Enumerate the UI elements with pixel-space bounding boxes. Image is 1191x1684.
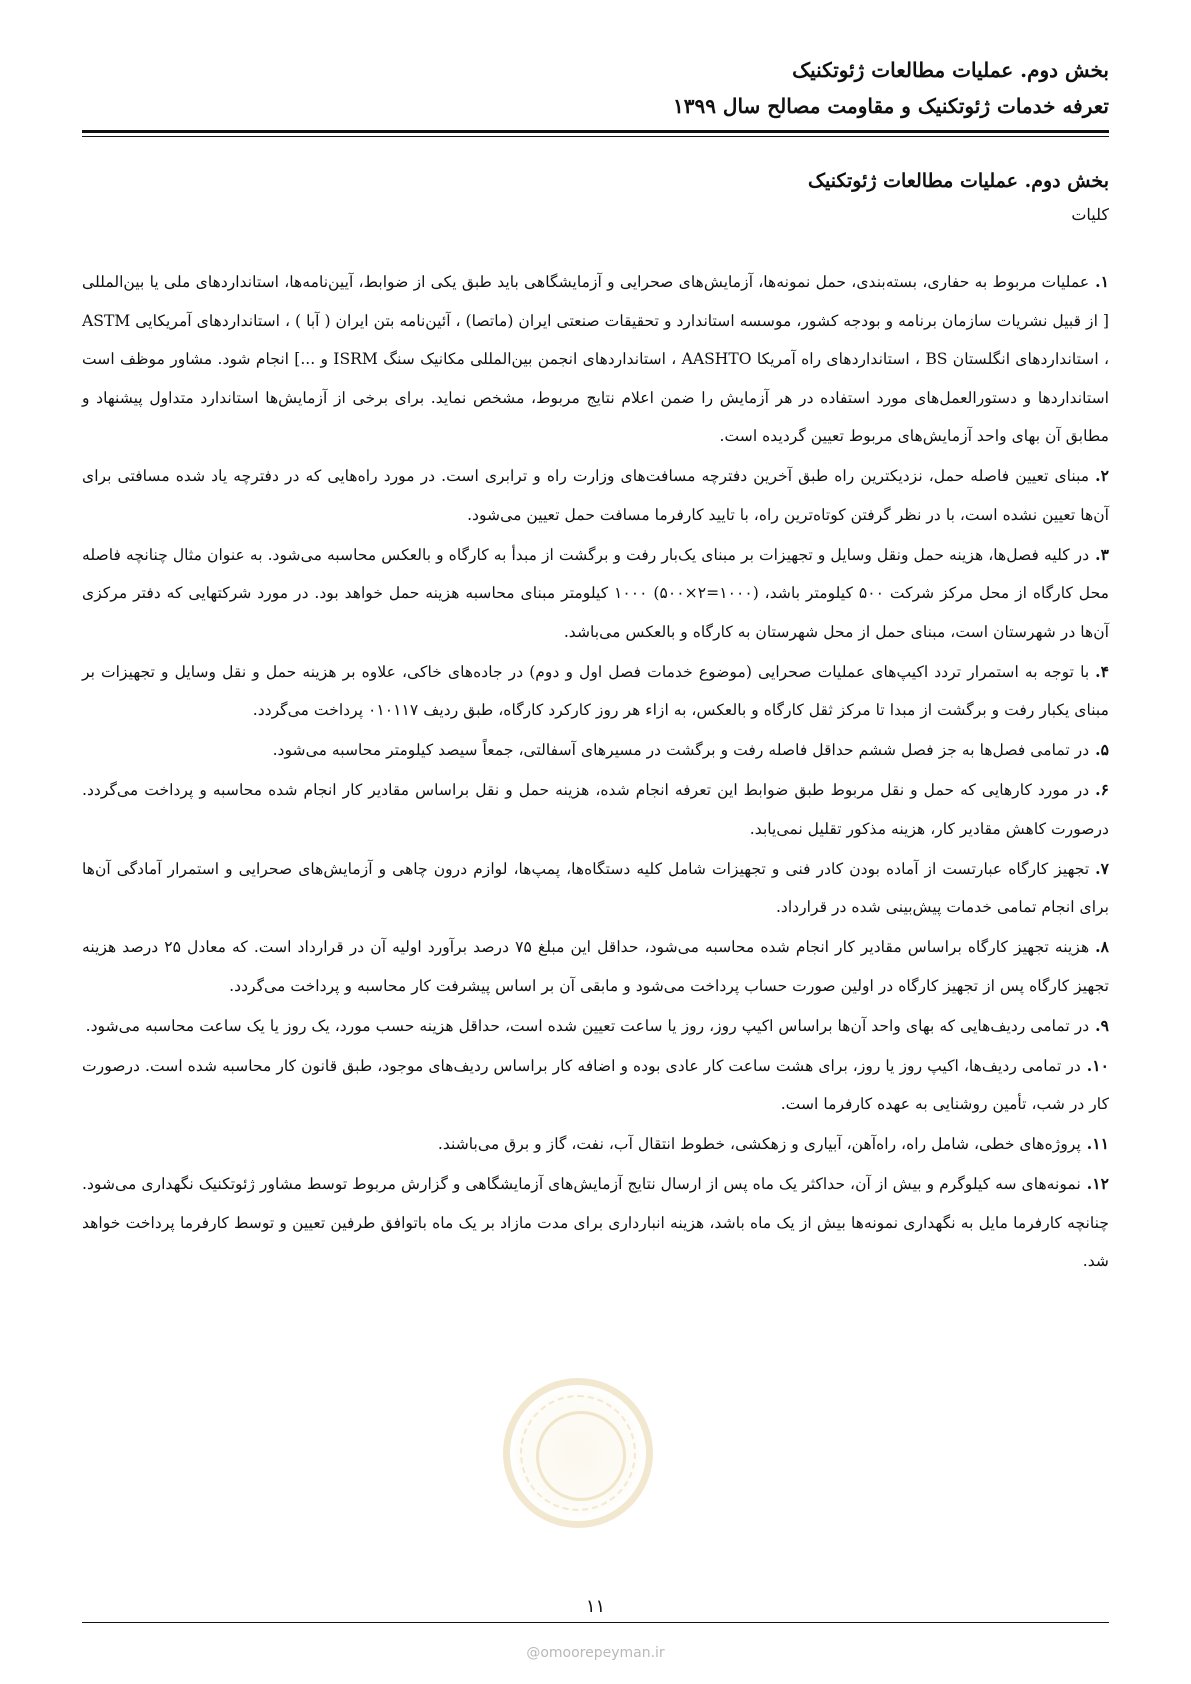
paragraph-1 <box>82 263 1109 456</box>
paragraph-number: ۹. <box>1095 1015 1109 1035</box>
paragraph-text: در تمامی فصل‌ها به جز فصل ششم حداقل فاصله رفت و برگشت در مسیرهای آسفالتی، جمعاً سیصد کیلومتر محاسبه می‌شود. <box>272 741 1090 759</box>
paragraph-10 <box>82 1047 1109 1124</box>
watermark-seal-icon <box>503 1378 653 1528</box>
page-number: ۱۱ <box>585 1596 606 1617</box>
paragraph-number: ۸. <box>1095 937 1109 956</box>
header-rule-thick <box>82 130 1109 133</box>
paragraph-number: ۵. <box>1095 740 1109 759</box>
paragraph-text: در مورد کارهایی که حمل و نقل مربوط طبق ضوابط این تعرفه انجام شده، هزینه حمل و نقل براساس مقادیر کار انجام شده محاسبه و پرداخت می‌گردد. درصورت کاهش مقادیر کار، هزینه مذکور تقلیل نمی‌یابد. <box>82 781 1109 838</box>
paragraph-3 <box>82 536 1109 652</box>
paragraph-number: ۶. <box>1095 780 1109 799</box>
paragraph-7 <box>82 850 1109 927</box>
header-chapter: بخش دوم. عملیات مطالعات ژئوتکنیک <box>792 58 1109 82</box>
paragraph-text: در تمامی ردیف‌هایی که بهای واحد آن‌ها براساس اکیپ روز، روز یا ساعت تعیین شده است، حداقل هزینه حسب مورد، یک روز یا یک ساعت محاسبه می‌شود. <box>85 1016 1090 1035</box>
paragraph-number: ۱۲. <box>1086 1174 1109 1193</box>
seal-emblem-icon <box>536 1411 626 1501</box>
header-rule-thin <box>82 136 1109 137</box>
paragraph-text: عملیات مربوط به حفاری، بسته‌بندی، حمل نمونه‌ها، آزمایش‌های صحرایی و آزمایشگاهی باید طبق یکی از ضوابط، آیین‌نامه‌ها، استانداردهای ملی یا بین‌المللی [ از قبیل نشریات سازمان برنامه و بودجه کشور، موسسه استاندارد و تحقیقات صنعتی ایران (ماتصا) ، آئین‌نامه بتن ایران ( آبا ) ، استانداردهای آمریکایی ASTM ، استانداردهای انگلستان BS ، استانداردهای راه آمریکا AASHTO ، استانداردهای انجمن بین‌المللی مکانیک سنگ ISRM و ...] انجام شود. مشاور موظف است استانداردها و دستورالعمل‌های مورد استفاده در هر آزمایش را ضمن اعلام نتایج مربوط، مشخص نماید. برای برخی از آزمایش‌ها استاندارد متداول پیشنهاد و مطابق آن بهای واحد آزمایش‌های مربوط تعیین گردیده است. <box>82 273 1109 445</box>
paragraph-12 <box>82 1165 1109 1281</box>
paragraph-text: با توجه به استمرار تردد اکیپ‌های عملیات صحرایی (موضوع خدمات فصل اول و دوم) در جاده‌های خاکی، علاوه بر هزینه حمل و نقل وسایل و تجهیزات بر مبنای یکبار رفت و برگشت از مبدا تا مرکز ثقل کارگاه و بالعکس، به ازاء هر روز کارکرد کارگاه، طبق ردیف ۰۱۰۱۱۷ پرداخت می‌گردد. <box>82 662 1109 719</box>
paragraph-6 <box>82 771 1109 848</box>
paragraph-text: پروژه‌های خطی، شامل راه، راه‌آهن، آبیاری و زهکشی، خطوط انتقال آب، نفت، گاز و برق می‌باشند. <box>437 1135 1081 1153</box>
section-title: بخش دوم. عملیات مطالعات ژئوتکنیک <box>808 170 1109 192</box>
paragraph-2 <box>82 457 1109 534</box>
paragraph-9 <box>82 1007 1109 1046</box>
footer-rule <box>82 1622 1109 1623</box>
paragraph-number: ۱۰. <box>1086 1055 1109 1075</box>
paragraph-number: ۳. <box>1095 544 1109 564</box>
section-subtitle: کلیات <box>1071 205 1109 224</box>
watermark-text: @omoorepeyman.ir <box>526 1645 665 1661</box>
paragraph-number: ۱. <box>1095 272 1109 291</box>
paragraph-text: هزینه تجهیز کارگاه براساس مقادیر کار انجام شده محاسبه می‌شود، حداقل این مبلغ ۷۵ درصد برآورد اولیه آن در قرارداد است. که معادل ۲۵ درصد هزینه تجهیز کارگاه پس از تجهیز کارگاه در اولین صورت حساب پرداخت می‌شود و مابقی آن بر اساس پیشرفت کار محاسبه و پرداخت می‌گردد. <box>82 938 1109 995</box>
paragraph-text: در تمامی ردیف‌ها، اکیپ روز یا روز، برای هشت ساعت کار عادی بوده و اضافه کار براساس ردیف‌های موجود، طبق قانون کار محاسبه شده است. درصورت کار در شب، تأمین روشنایی به عهده کارفرما است. <box>82 1056 1109 1113</box>
paragraph-number: ۱۱. <box>1086 1134 1109 1153</box>
paragraph-text: مبنای تعیین فاصله حمل، نزدیکترین راه طبق آخرین دفترچه مسافت‌های وزارت راه و ترابری است. در مورد راه‌هایی که در دفترچه یاد شده مسافتی برای آن‌ها تعیین نشده است، با در نظر گرفتن کوتاه‌ترین راه، با تایید کارفرما مسافت حمل تعیین می‌شود. <box>82 467 1109 524</box>
paragraph-number: ۷. <box>1095 858 1109 878</box>
paragraph-11 <box>82 1125 1109 1164</box>
paragraph-text: نمونه‌های سه کیلوگرم و بیش از آن، حداکثر یک ماه پس از ارسال نتایج آزمایش‌های آزمایشگاهی و گزارش مربوط توسط مشاور ژئوتکنیک نگهداری می‌شود. چنانچه کارفرما مایل به نگهداری نمونه‌ها بیش از یک ماه باشد، هزینه انبارداری برای مدت مازاد بر یک ماه باتوافق طرفین تعیین و توسط کارفرما پرداخت خواهد شد. <box>82 1175 1109 1270</box>
paragraph-4 <box>82 653 1109 730</box>
paragraph-text: در کلیه فصل‌ها، هزینه حمل ونقل وسایل و تجهیزات بر مبنای یک‌بار رفت و برگشت از مبدأ به کارگاه و بالعکس محاسبه می‌شود. به عنوان مثال چنانچه فاصله محل کارگاه از محل مرکز شرکت ۵۰۰ کیلومتر باشد، (۱۰۰۰=۲×۵۰۰) ۱۰۰۰ کیلومتر مبنای محاسبه هزینه حمل خواهد بود. در مورد شرکتهایی که دفتر مرکزی آن‌ها در شهرستان است، مبنای حمل از محل شهرستان به کارگاه و بالعکس می‌باشد. <box>82 545 1109 641</box>
header-document-title: تعرفه خدمات ژئوتکنیک و مقاومت مصالح سال ۱۳۹۹ <box>672 94 1109 118</box>
paragraph-number: ۴. <box>1095 661 1109 681</box>
paragraph-8 <box>82 928 1109 1005</box>
body-text <box>82 263 1109 1282</box>
paragraph-text: تجهیز کارگاه عبارتست از آماده بودن کادر فنی و تجهیزات شامل کلیه دستگاه‌ها، پمپ‌ها، لوازم درون چاهی و آزمایش‌های صحرایی و استمرار آمادگی آن‌ها برای انجام تمامی خدمات پیش‌بینی شده در قرارداد. <box>82 859 1109 916</box>
paragraph-5 <box>82 731 1109 770</box>
paragraph-number: ۲. <box>1095 466 1109 485</box>
